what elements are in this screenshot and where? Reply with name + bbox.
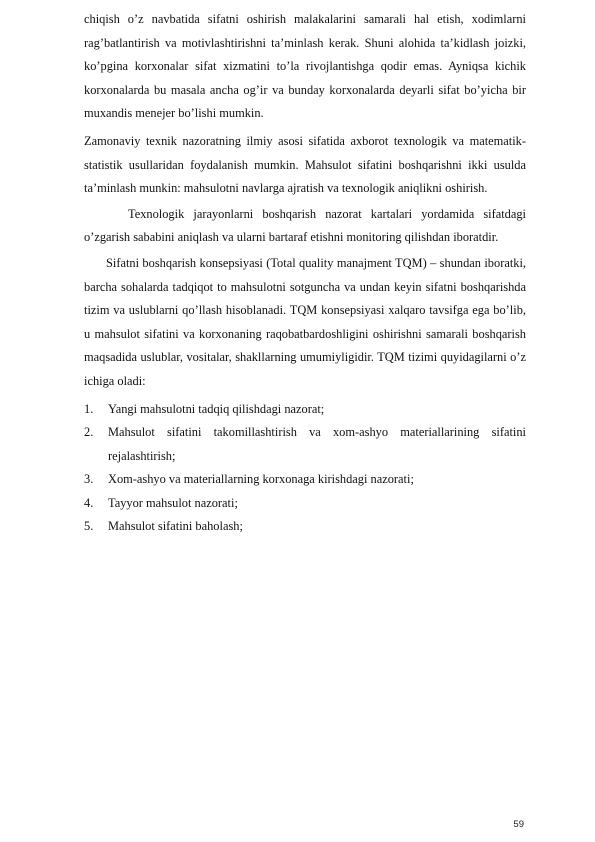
list-item-number: 3. [84, 472, 94, 487]
list-item-text: Tayyor mahsulot nazorati; [108, 495, 238, 510]
tqm-components-list [84, 398, 526, 540]
document-page [84, 8, 526, 539]
list-item-number: 1. [84, 401, 94, 416]
paragraph-4: Sifatni boshqarish konsepsiyasi (Total quality manajment TQM) – shundan iboratki, barcha sohalarda tadqiqot to mahsulotni sotguncha va undan keyin sifatni boshqarishda tizim va uslublarni qo’llash hisoblanadi. TQM konsepsiyasi xalqaro tavsifga ega bo’lib, u mahsulot sifatini va korxonaning raqobatbardoshligini oshirishni samarali boshqarish maqsadida uslublar, vositalar, shakllarning umumiyligidir. TQM tizimi quyidagilarni o’z ichiga oladi: [84, 255, 526, 388]
paragraph-1: chiqish o’z navbatida sifatni oshirish malakalarini samarali hal etish, xodimlarni rag’batlantirish va motivlashtirishni ta’minlash kerak. Shuni alohida ta’kidlash joizki, ko’pgina korxonalar sifat xizmatini to’la rivojlantishga qodir emas. Ayniqsa kichik korxonalarda bu masala ancha og’ir va bunday korxonalarda deyarli sifat bo’yicha bir muxandis menejer bo’lishi mumkin. [84, 12, 526, 121]
list-item-text: Mahsulot sifatini takomillashtirish va xom-ashyo materiallarining sifatini rejalashtirish; [108, 425, 526, 463]
paragraph-2: Zamonaviy texnik nazoratning ilmiy asosi sifatida axborot texnologik va matematik-statistik usullaridan foydalanish mumkin. Mahsulot sifatini boshqarishni ikki usulda ta’minlash munkin: mahsulotni navlarga ajratish va texnologik aniqlikni oshirish. [84, 133, 526, 196]
list-item [84, 492, 526, 516]
list-item [84, 398, 526, 422]
page-number: 59 [513, 819, 524, 830]
list-item-text: Yangi mahsulotni tadqiq qilishdagi nazorat; [108, 401, 325, 416]
list-item-number: 2. [84, 425, 94, 440]
list-item-text: Mahsulot sifatini baholash; [108, 519, 243, 534]
list-item [84, 421, 526, 468]
list-item-text: Xom-ashyo va materiallarning korxonaga kirishdagi nazorati; [108, 472, 414, 487]
list-item-number: 5. [84, 519, 94, 534]
list-item [84, 468, 526, 492]
paragraph-3: Texnologik jarayonlarni boshqarish nazorat kartalari yordamida sifatdagi o’zgarish sababini aniqlash va ularni bartaraf etishni monitoring qilishdan iboratdir. [84, 206, 526, 245]
list-item [84, 515, 526, 539]
list-item-number: 4. [84, 495, 94, 510]
